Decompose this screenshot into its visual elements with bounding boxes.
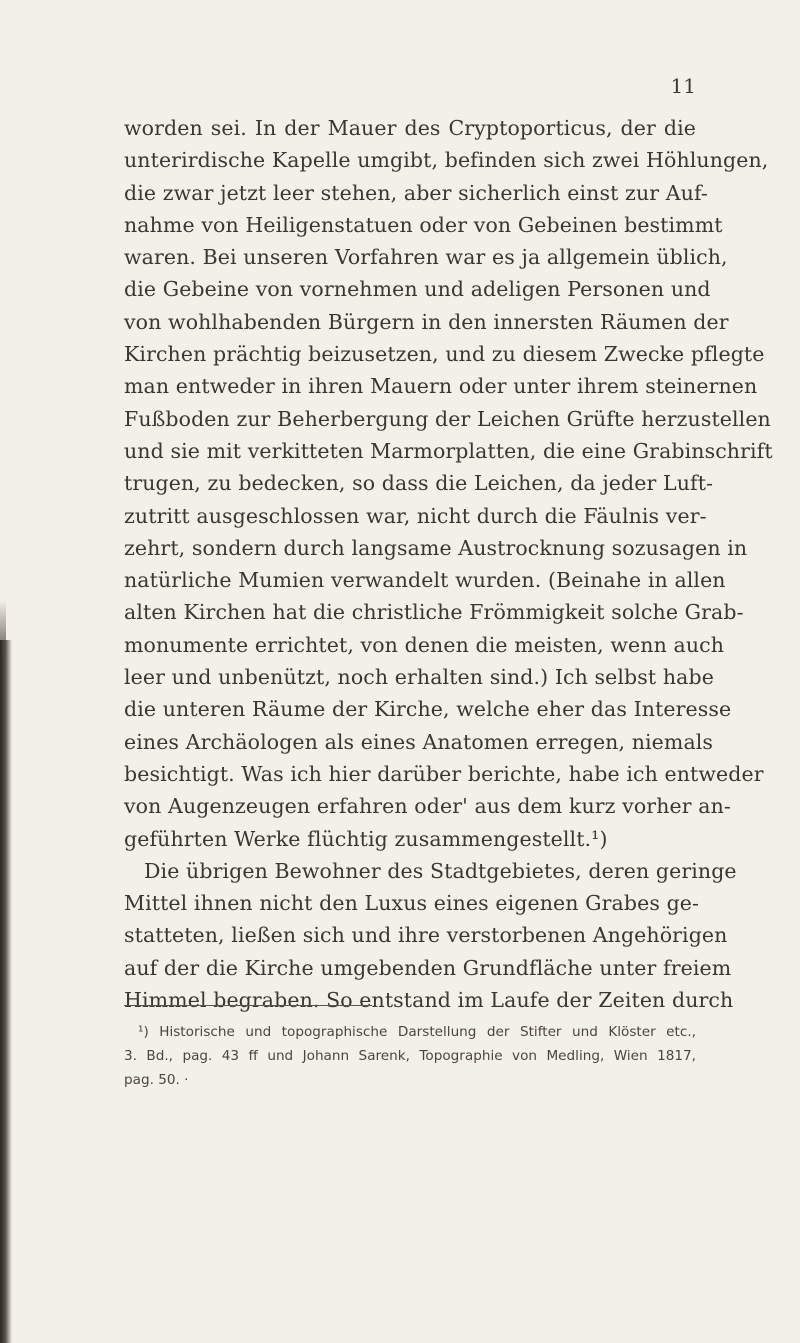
text-line: unterirdische Kapelle umgibt, befinden sich zwei Höhlungen, — [124, 148, 769, 173]
text-line: Himmel begraben. So entstand im Laufe der Zeiten durch — [124, 988, 734, 1013]
text-line: waren. Bei unseren Vorfahren war es ja allgemein üblich, — [124, 245, 728, 270]
footnote-line: pag. 50. · — [124, 1072, 189, 1088]
footnote-line: ¹) Historische und topographische Darstellung der Stifter und Klöster etc., — [138, 1024, 696, 1040]
text-line: und sie mit verkitteten Marmorplatten, die eine Grabinschrift — [124, 438, 773, 463]
text-line: natürliche Mumien verwandelt wurden. (Beinahe in allen — [124, 568, 726, 593]
text-line: geführten Werke flüchtig zusammengestellt.¹) — [124, 826, 608, 851]
text-line: zutritt ausgeschlossen war, nicht durch die Fäulnis ver- — [124, 503, 707, 528]
text-line: eines Archäologen als eines Anatomen erregen, niemals — [124, 729, 714, 754]
text-line: Kirchen prächtig beizusetzen, und zu diesem Zwecke pflegte — [124, 342, 765, 367]
text-line: die Gebeine von vornehmen und adeligen Personen und — [124, 277, 711, 302]
text-line: man entweder in ihren Mauern oder unter ihrem steinernen — [124, 374, 758, 399]
text-line: von Augenzeugen erfahren oder' aus dem kurz vorher an- — [124, 794, 731, 819]
text-line: auf der die Kirche umgebenden Grundfläche unter freiem — [124, 955, 732, 980]
binding-shadow — [0, 640, 12, 1343]
text-line: Fußboden zur Beherbergung der Leichen Grüfte herzustellen — [124, 406, 771, 431]
footnote-line: 3. Bd., pag. 43 ff und Johann Sarenk, Topographie von Medling, Wien 1817, — [124, 1048, 696, 1064]
body-text — [124, 112, 773, 1016]
footnote — [124, 1020, 696, 1092]
text-line: besichtigt. Was ich hier darüber berichte, habe ich entweder — [124, 761, 764, 786]
text-line: worden sei. In der Mauer des Cryptoporticus, der die — [124, 116, 696, 140]
text-line: die zwar jetzt leer stehen, aber sicherlich einst zur Auf- — [124, 180, 708, 205]
footnote-divider — [124, 1005, 372, 1006]
text-line: trugen, zu bedecken, so dass die Leichen, da jeder Luft- — [124, 471, 714, 496]
text-line: zehrt, sondern durch langsame Austrocknung sozusagen in — [124, 535, 748, 560]
text-line: nahme von Heiligenstatuen oder von Gebeinen bestimmt — [124, 212, 723, 237]
text-line: alten Kirchen hat die christliche Frömmigkeit solche Grab- — [124, 600, 744, 625]
text-line: Die übrigen Bewohner des Stadtgebietes, deren geringe — [144, 858, 737, 883]
text-line: die unteren Räume der Kirche, welche eher das Interesse — [124, 697, 732, 722]
text-line: statteten, ließen sich und ihre verstorbenen Angehörigen — [124, 923, 728, 948]
text-line: von wohlhabenden Bürgern in den innersten Räumen der — [124, 309, 729, 334]
text-line: leer und unbenützt, noch erhalten sind.) Ich selbst habe — [124, 665, 714, 690]
text-line: monumente errichtet, von denen die meisten, wenn auch — [124, 632, 724, 657]
text-line: Mittel ihnen nicht den Luxus eines eigenen Grabes ge- — [124, 891, 700, 916]
page-number: 11 — [670, 74, 696, 98]
